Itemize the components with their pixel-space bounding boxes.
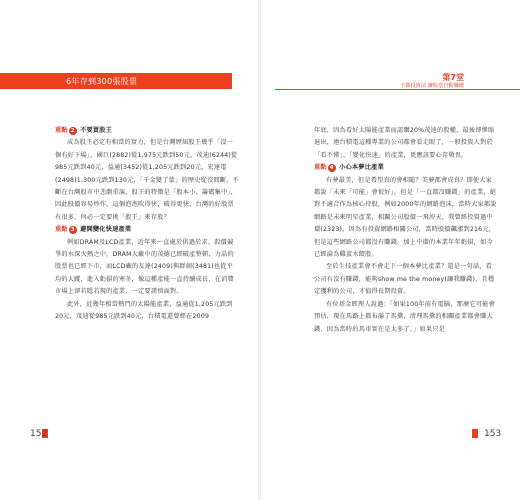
section-number-badge: 3: [70, 227, 75, 234]
left-body-text: [55, 125, 239, 324]
paragraph: 有位基金經理人說過：「如果100年前有電腦，那麼它可能會預估，現在馬路上都布滿了馬糞，清理馬糞的相關產業都會賺大錢，因為當時的馬車實在是太多了。」如果只是: [314, 300, 495, 333]
left-page: [0, 0, 259, 500]
section-heading-text: 小心本夢比產業: [339, 164, 384, 172]
paragraph: 例如DRAM及LCD產業，近年來一直處於供過於求、殺價競爭的水深火熱之中，DRAM大廠中的茂德已經破產整頓，力晶的股票也已經下市，而LCD廠的友達(2409)與群創(3481)也從平均的大蹤，進入虧損的寒冬，像這種產能一直持續成長，在消費市場上卻若隱若現的產業，一定要謹慎面對。: [55, 238, 234, 296]
section-heading-text: 不要買股王: [80, 127, 113, 134]
paragraph: 成為股王必定有相當的實力，但是台灣歷屆股王幾乎「沒一個有好下場」，國巨(2882)從1,975元跌到50元，茂迪(6244)從985元跌到40元，益通(3452)從1,205元跌到20元，宏達電(2498)1,300元跌到130元，「千金變了蒙」的歷史從沒間斷，不斷在台灣股市中悲劇重演，股王的特徵是「股本小、籌碼集中」，因此股價容易炒作，這個泡泡吹得快，破得更快，台灣的好股票有很多，何必一定要挑「股王」來存股？: [55, 139, 239, 221]
chapter-label: 第7堂: [442, 73, 464, 82]
section-heading-3: [55, 224, 239, 236]
chapter-header-rule: [275, 73, 520, 90]
running-title: 6年存到300張股票: [66, 77, 138, 86]
paragraph: 有夢最美，但是希望真的會相隨？美夢都會成真？即使大家都說「未來「可能」會很好」，但是「一直都沒賺錢」的產業，絕對不適合作為核心持股，例如2000年的網路泡沫，當時大家都說網路是未來明星產業，相關公司股價一飛沖天，我曾經投資過中環(2323)，因為有投資網路相關公司，當時股價飆漲到216元，但是這些網路公司都沒有賺錢，加上中環的本業年年虧損，如今已經淪為雞蛋水餃股。: [314, 176, 497, 259]
section-number-badge: 2: [70, 128, 75, 134]
section-key: 重點: [55, 226, 68, 234]
page-number-left: 152: [30, 429, 48, 439]
section-key: 重點: [314, 164, 327, 172]
section-key: 重點: [55, 127, 68, 134]
paragraph: 至於生技產業會不會走下一個本夢比產業？還是一句話，看公司有沒有賺錢，能夠show me the money(讓我賺錢)，且穩定獲利的公司，才值得長期投資。: [314, 263, 495, 296]
section-heading-4: [314, 162, 498, 174]
section-number-badge: 4: [329, 165, 334, 172]
page-number-right: 153: [484, 429, 502, 439]
paragraph: 年底，因為看好太陽能產業而認購20%茂迪的股權，最後卻慘賠退出，連台積電這種專業的公司都會看走眼了，一般投資人對於「看不懂」、「變化快速」的產業，更應該要心存敬畏。: [314, 127, 495, 159]
chapter-subtitle: 不做投資法 讓股票自動賺錢: [400, 83, 464, 89]
section-heading-text: 避開變化快速產業: [80, 226, 132, 234]
paragraph: 此外，近幾年相當熱門的太陽能產業，益通從1,205元跌到20元，茂迪從985元跌到40元，台積電還曾經在2009: [55, 300, 233, 321]
right-body-text: [314, 125, 498, 336]
page-marker-right: [472, 429, 478, 438]
section-heading-2: [55, 125, 239, 137]
right-page: [261, 0, 520, 500]
